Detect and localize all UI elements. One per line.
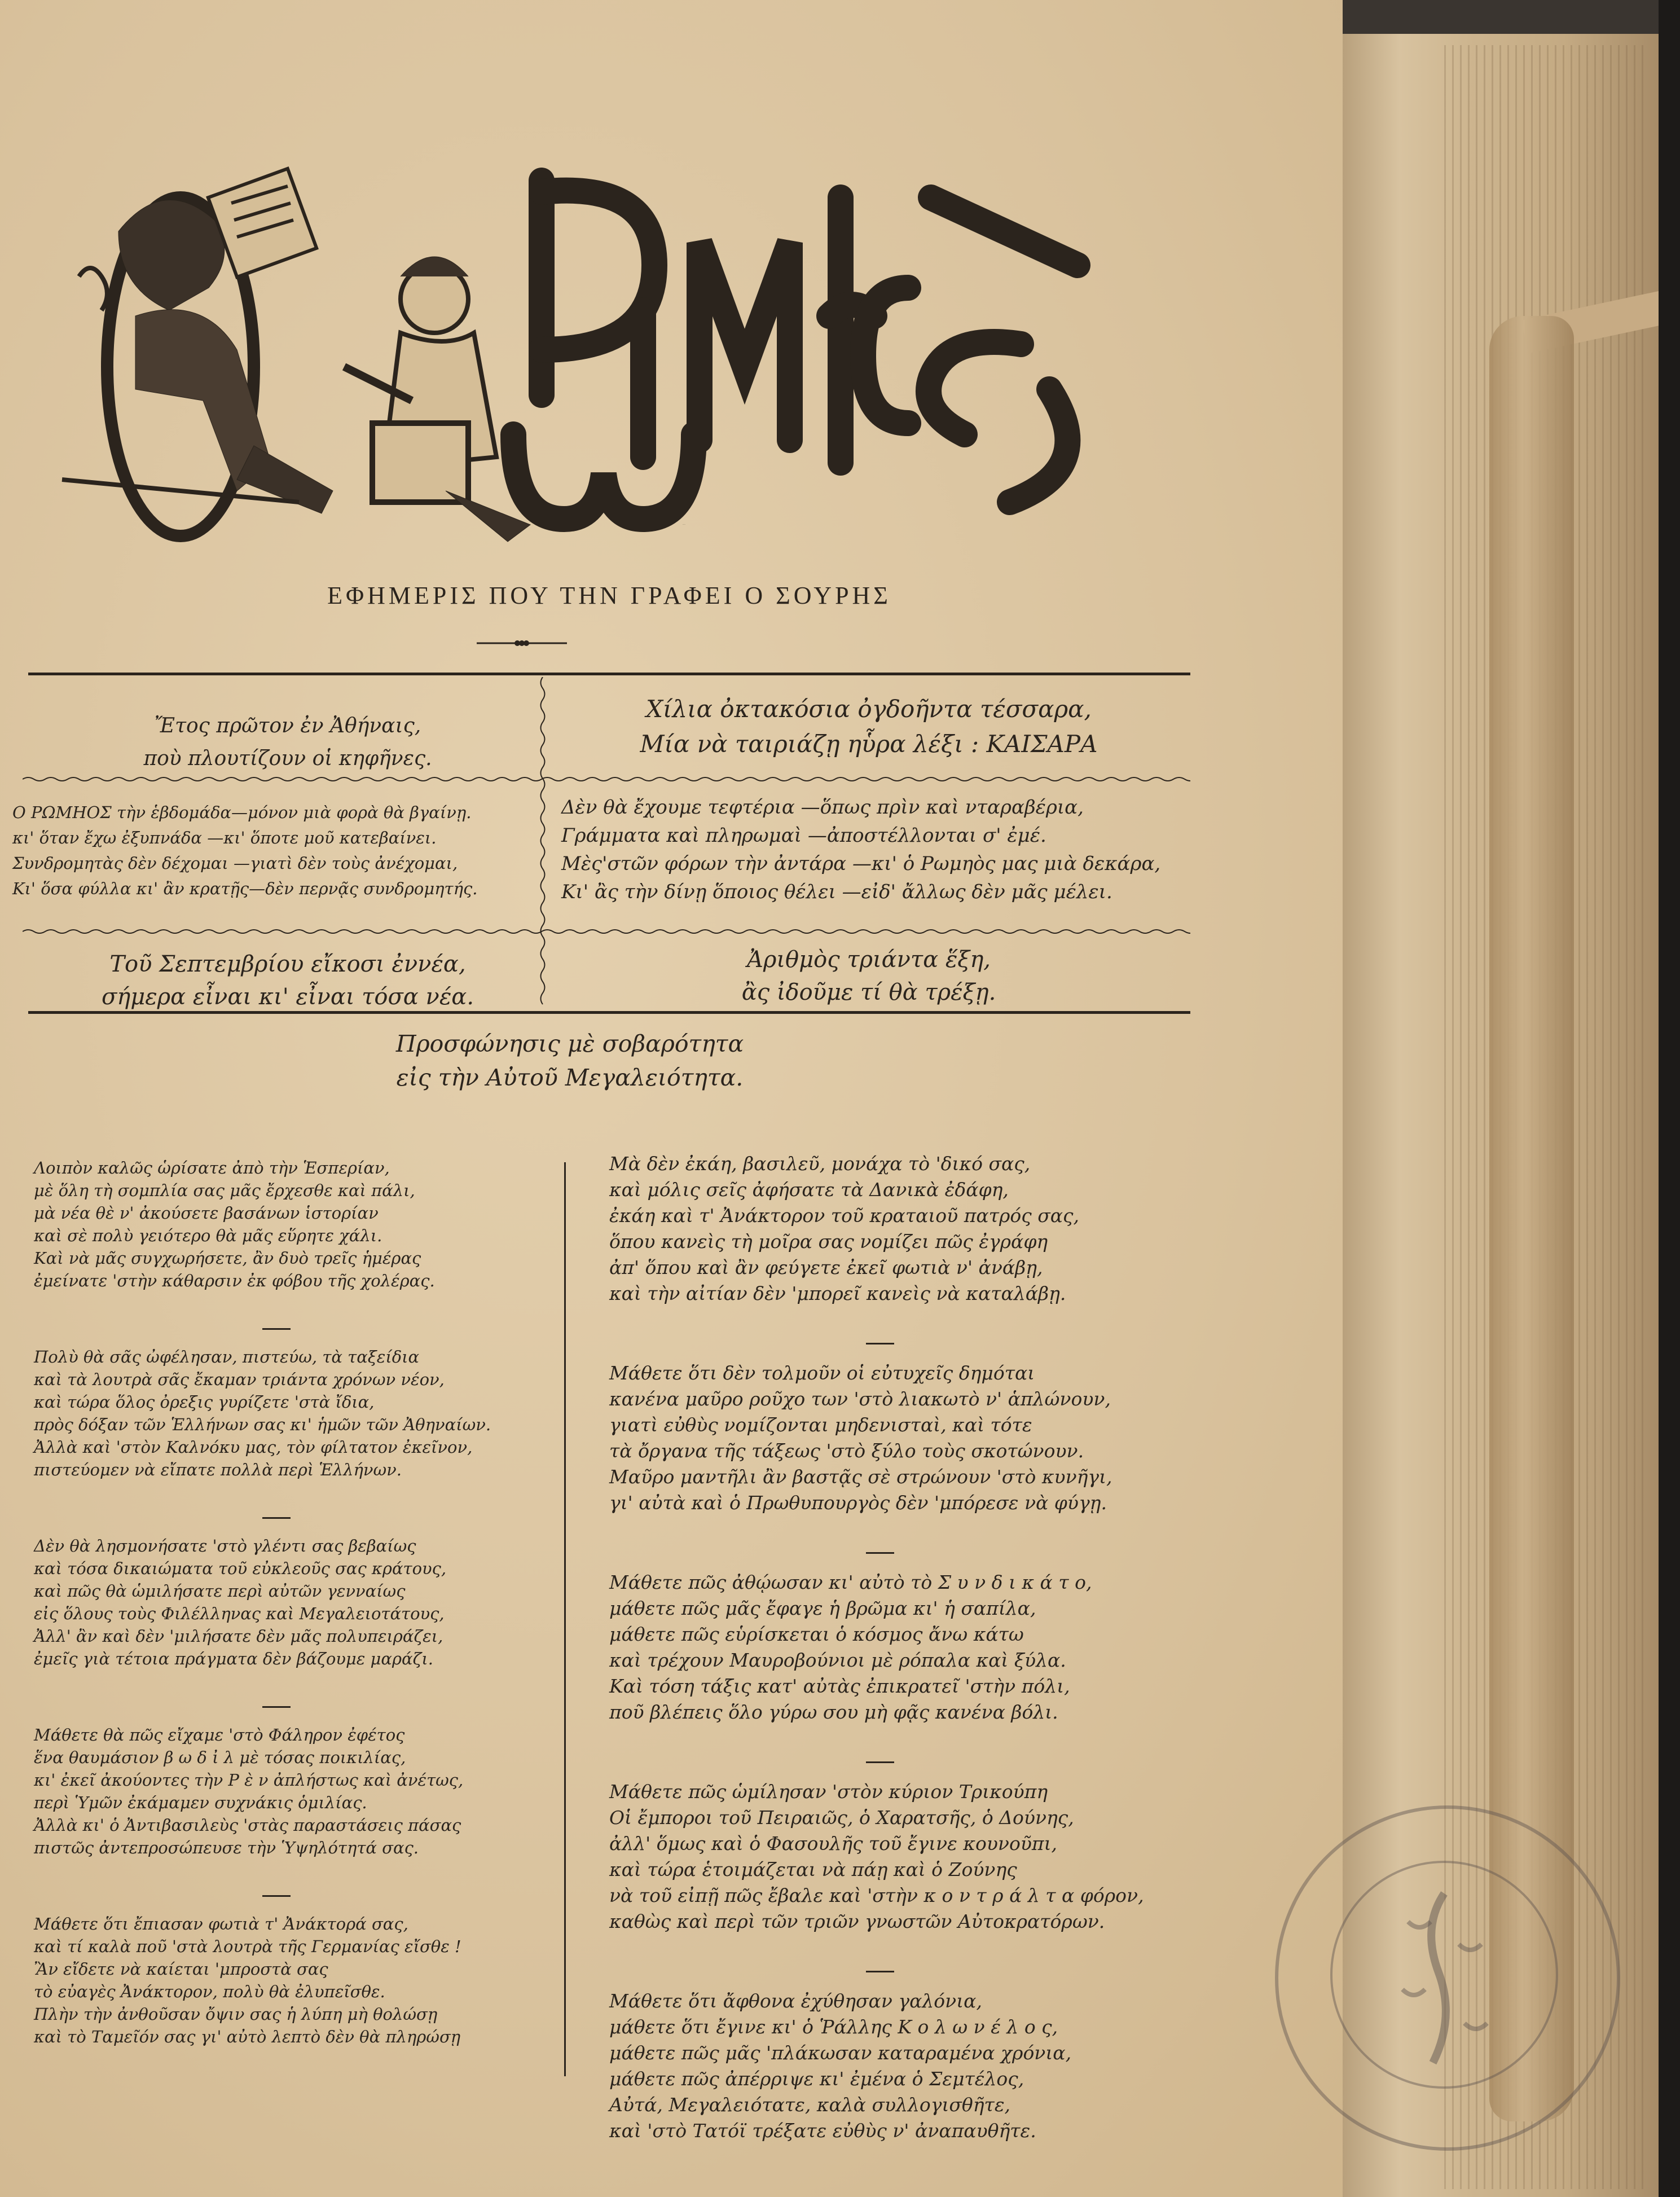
verse-line: καθὼς καὶ περὶ τῶν τριῶν γνωστῶν Αὐτοκρατόρων. (609, 1910, 1105, 1932)
verse-line: Ἀλλὰ κι' ὁ Ἀντιβασιλεὺς 'στὰς παραστάσεις πάσας (34, 1816, 461, 1835)
header-date-cell (558, 692, 1179, 762)
stanza-separator (262, 1517, 291, 1519)
verse-line: κανένα μαῦρο ροῦχο των 'στὸ λιακωτὸ ν' ἁπλώνουν, (609, 1388, 1111, 1410)
verse-line: μὰ νέα θὲ ν' ἀκούσετε βασάνων ἱστορίαν (34, 1203, 379, 1223)
verse-line: εἰς ὅλους τοὺς Φιλέλληνας καὶ Μεγαλειοτάτους, (34, 1604, 445, 1623)
verse-line: Καὶ νὰ μᾶς συγχωρήσετε, ἂν δυὸ τρεῖς ἡμέρας (34, 1249, 421, 1268)
publication-terms-line-4: Κι' ὅσα φύλλα κι' ἂν κρατῇς—δὲν περνᾷς συνδρομητής. (12, 879, 478, 898)
verse-line: Μάθετε θὰ πῶς εἴχαμε 'στὸ Φάληρον ἐφέτος (34, 1725, 405, 1745)
stanza-separator (866, 1552, 894, 1554)
verse-line: γιατὶ εὐθὺς νομίζονται μηδενισταὶ, καὶ τότε (609, 1414, 1032, 1436)
stanza-separator (262, 1895, 291, 1897)
publication-terms-line-3: Συνδρομητὰς δὲν δέχομαι —γιατὶ δὲν τοὺς ἀνέχομαι, (12, 854, 458, 873)
stamp-seal-graphic (1278, 1809, 1610, 2141)
stanza-separator (262, 1328, 291, 1330)
header-vertical-divider (539, 677, 547, 1010)
verse-line: Μάθετε πῶς ἀθῴωσαν κι' αὐτὸ τὸ Σ υ ν δ ι κ ά τ ο, (609, 1571, 1092, 1593)
verse-line: Καὶ τόση τάξις κατ' αὐτὰς ἐπικρατεῖ 'στὴν πόλι, (609, 1675, 1070, 1697)
verse-line: Μὰ δὲν ἐκάη, βασιλεῦ, μονάχα τὸ 'δικό σας, (609, 1153, 1031, 1175)
publication-terms-line-2: κι' ὅταν ἔχω ἐξυπνάδα —κι' ὅποτε μοῦ κατεβαίνει. (12, 828, 437, 847)
verse-line: μὲ ὅλη τὴ σομπλία σας μᾶς ἔρχεσθε καὶ πάλι, (34, 1181, 415, 1200)
verse-line: καὶ σὲ πολὺ γειότερο θὰ μᾶς εὕρητε χάλι. (34, 1226, 382, 1245)
stanza (609, 1988, 1151, 2144)
header-date-line-1: Χίλια ὀκτακόσια ὀγδοῆντα τέσσαρα, (646, 695, 1092, 723)
stanza (34, 1913, 519, 2048)
verse-line: μάθετε πῶς μᾶς ἔφαγε ἡ βρῶμα κι' ἡ σαπίλα, (609, 1597, 1036, 1619)
verse-line: καὶ μόλις σεῖς ἀφήσατε τὰ Δανικὰ ἐδάφη, (609, 1179, 1009, 1201)
masthead-title-letters (513, 181, 1078, 519)
verse-line: ἐκάη καὶ τ' Ἀνάκτορον τοῦ κραταιοῦ πατρός σας, (609, 1205, 1079, 1227)
issue-date-line-2: σήμερα εἶναι κι' εἶναι τόσα νέα. (101, 984, 474, 1010)
verse-line: ἀλλ' ὅμως καὶ ὁ Φασουλῆς τοῦ ἔγινε κουνοῦπι, (609, 1833, 1058, 1855)
verse-line: Ἀλλ' ἂν καὶ δὲν 'μιλήσατε δὲν μᾶς πολυπειράζει, (34, 1627, 443, 1646)
verse-line: μάθετε πῶς εὑρίσκεται ὁ κόσμος ἄνω κάτω (609, 1623, 1024, 1645)
column-divider (564, 1162, 566, 2076)
wavy-divider-2 (23, 928, 1190, 935)
issue-number-line-1: Ἀριθμὸς τριάντα ἕξη, (746, 947, 991, 973)
verse-line: Μάθετε ὅτι ἄφθονα ἐχύθησαν γαλόνια, (609, 1990, 982, 2012)
verse-line: Δὲν θὰ λησμονήσατε 'στὸ γλέντι σας βεβαίως (34, 1536, 416, 1556)
verse-line: καὶ τόσα δικαιώματα τοῦ εὐκλεοῦς σας κράτους, (34, 1559, 447, 1578)
issue-date-line-1: Τοῦ Σεπτεμβρίου εἴκοσι ἐννέα, (109, 951, 466, 977)
library-stamp (1275, 1805, 1620, 2151)
masthead (51, 130, 1179, 564)
verse-line: Λοιπὸν καλῶς ὡρίσατε ἀπὸ τὴν Ἑσπερίαν, (34, 1158, 390, 1177)
stanza (609, 1779, 1151, 1935)
verse-line: Αὐτά, Μεγαλειότατε, καλὰ συλλογισθῆτε, (609, 2094, 1011, 2116)
verse-line: ποῦ βλέπεις ὅλο γύρω σου μὴ φᾷς κανένα βόλι. (609, 1701, 1058, 1723)
verse-line: καὶ πῶς θὰ ὡμιλήσατε περὶ αὐτῶν γενναίως (34, 1581, 406, 1601)
verse-line: Οἱ ἔμποροι τοῦ Πειραιῶς, ὁ Χαρατσῆς, ὁ Δούνης, (609, 1807, 1074, 1829)
stanza-separator (866, 1761, 894, 1763)
verse-line: ἐμείνατε 'στὴν κάθαρσιν ἐκ φόβου τῆς χολέρας. (34, 1271, 435, 1290)
ornament-divider (477, 638, 567, 649)
verse-line: πιστῶς ἀντεπροσώπευσε τὴν Ὑψηλότητά σας. (34, 1838, 419, 1857)
verse-line: μάθετε πῶς μᾶς 'πλάκωσαν καταραμένα χρόνια, (609, 2042, 1072, 2064)
stanza (34, 1724, 519, 1859)
verse-line: καὶ τρέχουν Μαυροβούνιοι μὲ ρόπαλα καὶ ξύλα. (609, 1649, 1066, 1671)
stanza-separator (262, 1706, 291, 1708)
stanza (34, 1157, 519, 1292)
verse-line: γι' αὐτὰ καὶ ὁ Πρωθυπουργὸς δὲν 'μπόρεσε νὰ φύγῃ. (609, 1492, 1107, 1514)
stanza (609, 1151, 1151, 1307)
stanza-separator (866, 1971, 894, 1972)
verse-line: κι' ἐκεῖ ἀκούοντες τὴν Ρ ὲ ν ἀπλήστως καὶ ἀνέτως, (34, 1770, 464, 1790)
article-heading-line-1: Προσφώνησις μὲ σοβαρότητα (395, 1030, 744, 1057)
poem-left-column (34, 1157, 519, 2084)
verse-line: μάθετε ὅτι ἔγινε κι' ὁ Ῥάλλης Κ ο λ ω ν έ λ ο ς, (609, 2016, 1058, 2038)
payment-terms-line-2: Γράμματα καὶ πληρωμαὶ —ἀποστέλλονται σ' ἐμέ. (561, 824, 1046, 847)
payment-terms (561, 793, 1188, 906)
verse-line: καὶ τώρα ἑτοιμάζεται νὰ πάῃ καὶ ὁ Ζούνης (609, 1858, 1017, 1880)
verse-line: καὶ τί καλὰ ποῦ 'στὰ λουτρὰ τῆς Γερμανίας εἴσθε ! (34, 1937, 461, 1956)
article-heading-line-2: εἰς τὴν Αὐτοῦ Μεγαλειότητα. (396, 1064, 744, 1091)
stanza (34, 1535, 519, 1670)
publication-terms-line-1: Ο ΡΩΜΗΟΣ τὴν ἑβδομάδα—μόνον μιὰ φορὰ θὰ βγαίνῃ. (12, 803, 472, 822)
shoeshine-boy-figure (344, 257, 530, 542)
verse-line: καὶ τὸ Ταμεῖόν σας γι' αὐτὸ λεπτὸ δὲν θὰ πληρώσῃ (34, 2027, 461, 2046)
payment-terms-line-3: Μὲς'στῶν φόρων τὴν ἀντάρα —κι' ὁ Ρωμηὸς μας μιὰ δεκάρα, (561, 853, 1161, 875)
verse-line: πιστεύομεν νὰ εἴπατε πολλὰ περὶ Ἑλλήνων. (34, 1460, 402, 1479)
verse-line: Μαῦρο μαντῆλι ἂν βαστᾷς σὲ στρώνουν 'στὸ κυνῆγι, (609, 1466, 1112, 1488)
verse-line: περὶ Ὑμῶν ἐκάμαμεν συχνάκις ὁμιλίας. (34, 1793, 367, 1812)
verse-line: καὶ τὰ λουτρὰ σᾶς ἔκαμαν τριάντα χρόνων νέον, (34, 1370, 445, 1389)
stanza (34, 1346, 519, 1481)
stanza (609, 1360, 1151, 1516)
verse-line: Πλὴν τὴν ἀνθοῦσαν ὄψιν σας ἡ λύπη μὴ θολώσῃ (34, 2005, 438, 2024)
verse-line: καὶ τὴν αἰτίαν δὲν 'μπορεῖ κανεὶς νὰ καταλάβῃ. (609, 1282, 1066, 1304)
header-top-rule (28, 673, 1190, 675)
binding-right (1659, 0, 1680, 2197)
header-year-line-1: Ἔτος πρῶτον ἐν Ἀθήναις, (154, 714, 421, 737)
issue-number-cell (558, 943, 1179, 1009)
verse-line: Μάθετε πῶς ὡμίλησαν 'στὸν κύριον Τρικούπη (609, 1781, 1048, 1803)
masthead-subtitle: ΕΦΗΜΕΡΙΣ ΠΟΥ ΤΗΝ ΓΡΑΦΕΙ Ο ΣΟΥΡΗΣ (327, 582, 891, 609)
payment-terms-line-1: Δὲν θὰ ἔχουμε τεφτέρια —ὅπως πρὶν καὶ νταραβέρια, (561, 796, 1084, 819)
stanza (609, 1570, 1151, 1725)
verse-line: νὰ τοῦ εἰπῇ πῶς ἔβαλε καὶ 'στὴν κ ο ν τ ρ ά λ τ α φόρον, (609, 1884, 1144, 1906)
masthead-illustration (51, 130, 1179, 564)
verse-line: ἀπ' ὅπου καὶ ἂν φεύγετε ἐκεῖ φωτιὰ ν' ἀνάβῃ, (609, 1256, 1043, 1278)
header-date-line-2: Μία νὰ ταιριάζῃ ηὗρα λέξι : ΚΑΙΣΑΡΑ (640, 730, 1098, 758)
verse-line: Ἂν εἴδετε νὰ καίεται 'μπροστὰ σας (34, 1959, 328, 1979)
verse-line: καὶ τώρα ὅλος ὀρεξις γυρίζετε 'στὰ ἴδια, (34, 1392, 375, 1412)
verse-line: ὅπου κανεὶς τὴ μοῖρα σας νομίζει πῶς ἐγράφη (609, 1231, 1048, 1253)
verse-line: μάθετε πῶς ἀπέρριψε κι' ἐμένα ὁ Σεμτέλος, (609, 2068, 1024, 2090)
verse-line: καὶ 'στὸ Τατόϊ τρέξατε εὐθὺς ν' ἀναπαυθῆτε. (609, 2120, 1036, 2142)
verse-line: Πολὺ θὰ σᾶς ὠφέλησαν, πιστεύω, τὰ ταξείδια (34, 1347, 420, 1366)
header-year-cell (62, 710, 513, 775)
verse-line: τὰ ὄργανα τῆς τάξεως 'στὸ ξύλο τοὺς σκοτώνουν. (609, 1440, 1084, 1462)
verse-line: Μάθετε ὅτι δὲν τολμοῦν οἱ εὐτυχεῖς δημόται (609, 1362, 1035, 1384)
publication-terms (12, 800, 531, 902)
payment-terms-line-4: Κι' ἂς τὴν δίνῃ ὅποιος θέλει —εἰδ' ἄλλως δὲν μᾶς μέλει. (561, 881, 1112, 903)
issue-number-line-2: ἂς ἰδοῦμε τί θὰ τρέξῃ. (741, 979, 996, 1005)
verse-line: πρὸς δόξαν τῶν Ἑλλήνων σας κι' ἡμῶν τῶν Ἀθηναίων. (34, 1415, 491, 1434)
verse-line: ἕνα θαυμάσιον β ω δ ἰ λ μὲ τόσας ποικιλίας, (34, 1748, 406, 1767)
seated-reader-figure (62, 169, 333, 536)
verse-line: τὸ εὐαγὲς Ἀνάκτορον, πολὺ θὰ ἐλυπεῖσθε. (34, 1982, 385, 2001)
header-year-line-2: ποὺ πλουτίζουν οἱ κηφῆνες. (143, 747, 432, 770)
verse-line: Μάθετε ὅτι ἔπιασαν φωτιὰ τ' Ἀνάκτορά σας, (34, 1914, 408, 1934)
stanza-separator (866, 1343, 894, 1344)
article-heading (316, 1027, 824, 1095)
poem-right-column (609, 1151, 1151, 2180)
issue-date-cell (62, 948, 513, 1013)
verse-line: Ἀλλὰ καὶ 'στὸν Καλνόκυ μας, τὸν φίλτατον ἐκεῖνον, (34, 1438, 473, 1457)
verse-line: ἐμεῖς γιὰ τέτοια πράγματα δὲν βάζουμε μαράζι. (34, 1649, 433, 1668)
wavy-divider-1 (23, 776, 1190, 783)
